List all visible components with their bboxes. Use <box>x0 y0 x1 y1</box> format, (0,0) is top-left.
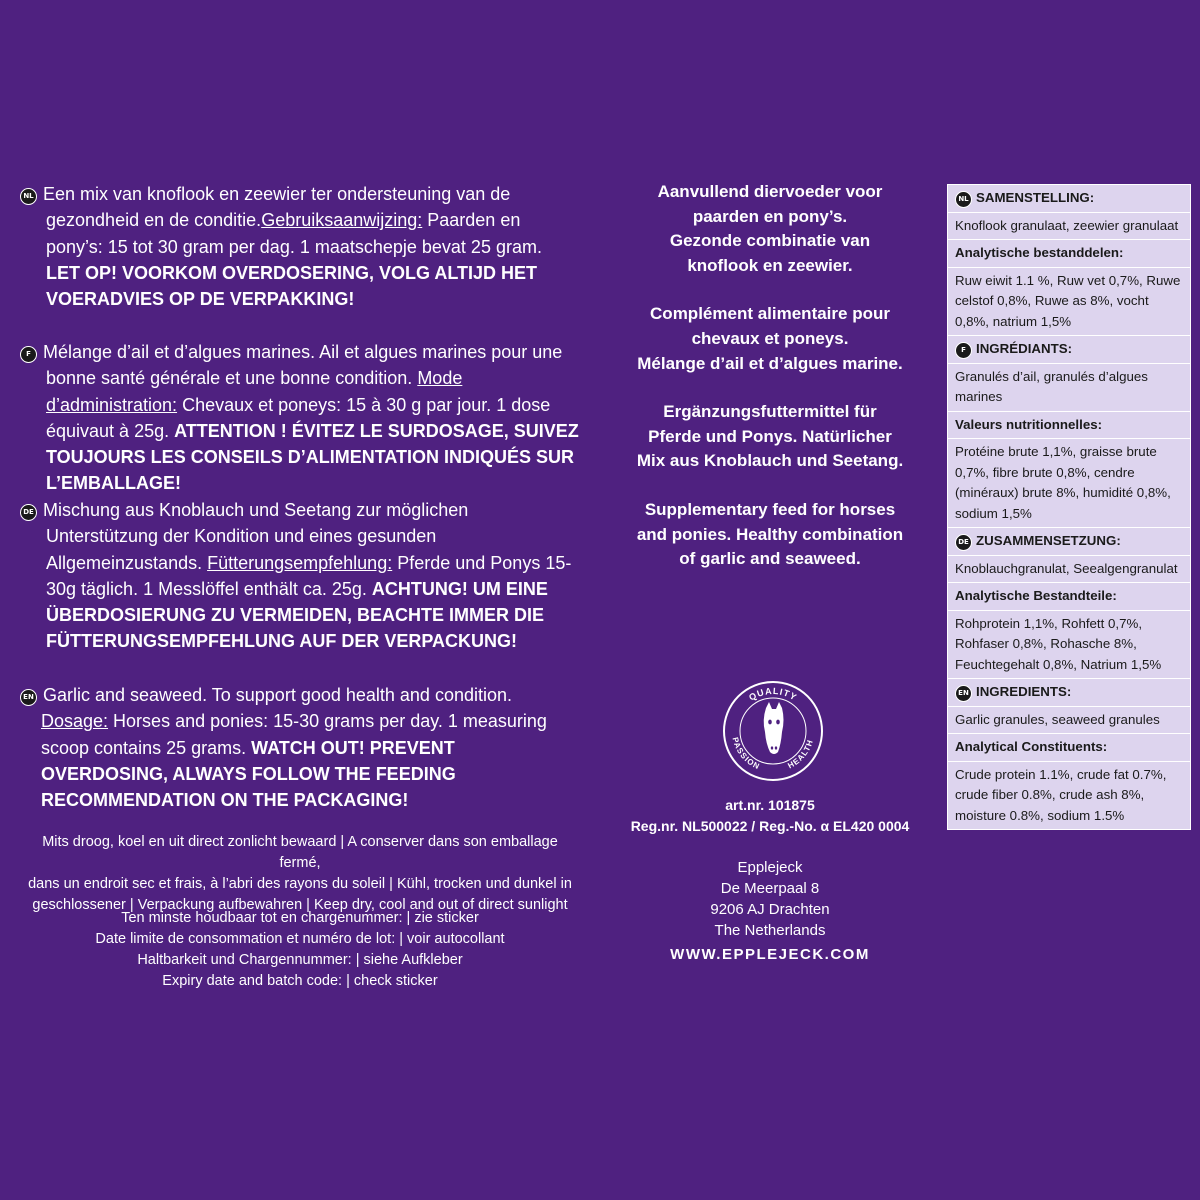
ingredients-en: Garlic granules, seaweed granules <box>948 706 1190 734</box>
analytic-title-en: Analytical Constituents: <box>948 733 1190 761</box>
warning-de: ACHTUNG! UM EINE ÜBERDOSIERUNG ZU VERMEIDEN, BEACHTE IMMER DIE FÜTTERUNGSEMPFEHLUNG AUF DER VERPACKUNG! <box>46 578 548 652</box>
analytic-title-de: Analytische Bestandteile: <box>948 582 1190 610</box>
dosage-label-fr: Mode d’administration: <box>46 368 463 415</box>
composition-title: INGRÉDIANTS: <box>976 341 1073 356</box>
storage-line: geschlossener | Verpackung aufbewahren | Keep dry, cool and out of direct sunlight <box>32 897 568 913</box>
expiry-line: Ten minste houdbaar tot en chargenummer: | zie sticker <box>121 910 479 926</box>
lang-badge-fr: F <box>20 346 37 363</box>
lang-badge-de: DE <box>955 534 972 551</box>
dosage-text-en: Horses and ponies: 15-30 grams per day. 1 measuring scoop contains 25 grams. <box>41 711 547 758</box>
address-street: De Meerpaal 8 <box>720 880 820 897</box>
dosage-label-de: Fütterungsempfehlung: <box>207 552 393 573</box>
storage-line: Mits droog, koel en uit direct zonlicht bewaard | A conserver dans son emballage fermé, <box>42 834 558 871</box>
expiry-line: Expiry date and batch code: | check sticker <box>162 973 438 989</box>
address-city: 9206 AJ Drachten <box>710 901 830 918</box>
description-nl <box>20 181 580 312</box>
analytic-values-fr: Protéine brute 1,1%, graisse brute 0,7%, fibre brute 0,8%, cendre (minéraux) brute 8%, humidité 0,8%, sodium 1,5% <box>948 438 1190 527</box>
lang-badge-nl: NL <box>20 188 37 205</box>
analytic-values-de: Rohprotein 1,1%, Rohfett 0,7%, Rohfaser 0,8%, Rohasche 8%, Feuchtegehalt 0,8%, Natrium 1,5% <box>948 610 1190 679</box>
ingredients-fr: Granulés d’ail, granulés d’algues marines <box>948 363 1190 411</box>
svg-text:PASSION <box>731 736 762 771</box>
ingredients-de: Knoblauchgranulat, Seealgengranulat <box>948 555 1190 583</box>
dosage-text-de: Pferde und Ponys 15-30g täglich. 1 Messlöffel enthält ca. 25g. <box>46 552 572 599</box>
composition-header-fr <box>948 335 1190 363</box>
storage-instructions <box>20 832 580 916</box>
expiry-line: Haltbarkeit und Chargennummer: | siehe Aufkleber <box>137 952 463 968</box>
claim-de <box>600 400 940 474</box>
composition-header-en <box>948 678 1190 706</box>
composition-title: ZUSAMMENSETZUNG: <box>976 533 1121 548</box>
description-en-text: Garlic and seaweed. To support good health and condition. <box>43 685 512 705</box>
lang-badge-en: EN <box>955 685 972 702</box>
expiry-info <box>20 908 580 992</box>
article-number: art.nr. 101875 <box>725 797 815 813</box>
lang-badge-fr: F <box>955 342 972 359</box>
dosage-label-nl: Gebruiksaanwijzing: <box>261 210 423 231</box>
claim-line: Supplementary feed for horses <box>644 499 896 519</box>
seal-text-right: HEALTH <box>786 738 815 771</box>
description-en <box>20 682 560 813</box>
composition-header-nl <box>948 185 1190 212</box>
analytic-title-nl: Analytische bestanddelen: <box>948 239 1190 267</box>
description-fr-text: Mélange d’ail et d’algues marines. Ail et algues marines pour une bonne santé générale et une bonne condition. <box>43 342 563 389</box>
expiry-line: Date limite de consommation et numéro de lot: | voir autocollant <box>95 931 505 947</box>
claim-line: paarden en pony’s. <box>692 206 848 226</box>
seal-text-left: PASSION <box>730 736 762 772</box>
claim-line: Gezonde combinatie van <box>669 231 871 251</box>
composition-table <box>947 184 1191 830</box>
ingredients-nl: Knoflook granulaat, zeewier granulaat <box>948 212 1190 240</box>
lang-badge-de: DE <box>20 504 37 521</box>
description-de <box>20 497 580 655</box>
address-country: The Netherlands <box>714 922 826 939</box>
registration-info <box>600 795 940 837</box>
claim-line: Mix aus Knoblauch und Seetang. <box>636 451 904 471</box>
company-address <box>600 857 940 941</box>
horse-head-icon <box>764 702 784 754</box>
seal-text-top: QUALITY <box>747 685 799 703</box>
claim-line: Pferde und Ponys. Natürlicher <box>648 426 892 446</box>
storage-line: dans un endroit sec et frais, à l’abri des rayons du soleil | Kühl, trocken und dunkel in <box>28 876 572 892</box>
claim-line: chevaux et poneys. <box>691 328 849 348</box>
website-link[interactable]: WWW.EPPLEJECK.COM <box>670 946 870 963</box>
claim-line: Ergänzungsfuttermittel für <box>663 402 877 422</box>
registration-number: Reg.nr. NL500022 / Reg.-No. α EL420 0004 <box>630 818 910 834</box>
composition-title: SAMENSTELLING: <box>976 190 1095 205</box>
analytic-title-fr: Valeurs nutritionnelles: <box>948 411 1190 439</box>
composition-header-de <box>948 527 1190 555</box>
analytic-values-nl: Ruw eiwit 1.1 %, Ruw vet 0,7%, Ruwe celstof 0,8%, Ruwe as 8%, vocht 0,8%, natrium 1,5% <box>948 267 1190 336</box>
claim-line: of garlic and seaweed. <box>679 549 861 569</box>
quality-seal-logo <box>722 680 824 782</box>
svg-text:HEALTH <box>786 738 815 770</box>
claim-nl <box>600 180 940 278</box>
dosage-label-en: Dosage: <box>41 711 109 732</box>
claim-line: knoflook en zeewier. <box>687 255 853 275</box>
warning-nl: LET OP! VOORKOM OVERDOSERING, VOLG ALTIJD HET VOERADVIES OP DE VERPAKKING! <box>46 262 538 310</box>
claim-line: Aanvullend diervoeder voor <box>657 182 883 201</box>
claim-line: and ponies. Healthy combination <box>636 524 904 544</box>
lang-badge-nl: NL <box>955 191 972 208</box>
company-name: Epplejeck <box>737 859 803 876</box>
claim-line: Mélange d’ail et d’algues marine. <box>637 353 903 373</box>
composition-title: INGREDIENTS: <box>976 684 1072 699</box>
description-fr <box>20 339 580 497</box>
product-claims <box>600 180 940 596</box>
warning-en: WATCH OUT! PREVENT OVERDOSING, ALWAYS FOLLOW THE FEEDING RECOMMENDATION ON THE PACKAGING! <box>41 737 456 811</box>
analytic-values-en: Crude protein 1.1%, crude fat 0.7%, crude fiber 0.8%, crude ash 8%, moisture 0.8%, sodium 1.5% <box>948 761 1190 830</box>
lang-badge-en: EN <box>20 689 37 706</box>
claim-en <box>600 498 940 572</box>
svg-text:QUALITY <box>747 686 799 703</box>
dosage-text-fr: Chevaux et poneys: 15 à 30 g par jour. 1 dose équivaut à 25g. <box>46 394 551 441</box>
claim-line: Complément alimentaire pour <box>650 304 890 324</box>
description-nl-text: Een mix van knoflook en zeewier ter ondersteuning van de gezondheid en de conditie. <box>43 184 511 231</box>
warning-fr: ATTENTION ! ÉVITEZ LE SURDOSAGE, SUIVEZ TOUJOURS LES CONSEILS D’ALIMENTATION INDIQUÉS SUR L’EMBALLAGE! <box>46 420 579 494</box>
dosage-text-nl: Paarden en pony’s: 15 tot 30 gram per dag. 1 maatschepje bevat 25 gram. <box>46 210 542 257</box>
description-de-text: Mischung aus Knoblauch und Seetang zur möglichen Unterstützung der Kondition und eines gesunden Allgemeinzustands. <box>43 500 469 573</box>
claim-fr <box>600 302 940 376</box>
